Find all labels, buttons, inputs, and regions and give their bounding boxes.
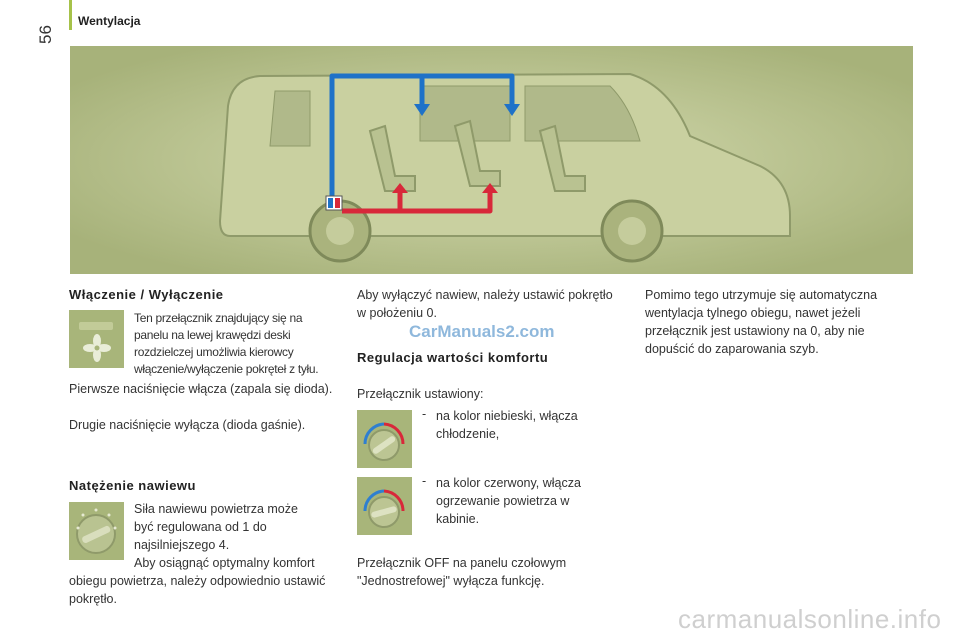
carmanuals-watermark: CarManuals2.com [409, 322, 555, 341]
second-press-text: Drugie naciśnięcie wyłącza (dioda gaśnie). [69, 418, 306, 432]
footer-watermark: carmanualsonline.info [678, 604, 942, 634]
onoff-note-line4: włączenie/wyłączenie pokręteł z tyłu. [134, 362, 319, 376]
flow-text-continued: obiegu powietrza, należy odpowiednio ustawić pokrętło. [69, 574, 326, 606]
blue-text-line2: chłodzenie, [436, 427, 500, 441]
heading-on-off: Włączenie / Wyłączenie [69, 287, 224, 302]
page-number: 56 [36, 25, 55, 44]
fan-switch-image [69, 310, 124, 368]
red-setting-dial-image [357, 477, 412, 535]
flow-text-line3: najsilniejszego 4. [134, 538, 230, 552]
red-text-line2: ogrzewanie powietrza w [436, 494, 570, 508]
off-switch-text: Przełącznik OFF na panelu czołowym "Jednostrefowej" wyłącza funkcję. [357, 556, 567, 588]
red-text-line3: kabinie. [436, 512, 480, 526]
heading-comfort: Regulacja wartości komfortu [357, 350, 549, 365]
flow-dial-image [69, 502, 124, 560]
flow-text-line2: być regulowana od 1 do [134, 520, 267, 534]
van-ventilation-illustration [70, 46, 913, 274]
switch-set-text: Przełącznik ustawiony: [357, 387, 484, 401]
bullet-dash-blue: - [422, 407, 427, 421]
onoff-note-line3: rozdzielczej umożliwia kierowcy [134, 345, 294, 359]
blue-text-line1: na kolor niebieski, włącza [436, 409, 578, 423]
bullet-dash-red: - [422, 474, 427, 488]
flow-text-line4: Aby osiągnąć optymalny komfort [134, 556, 315, 570]
onoff-note-line1: Ten przełącznik znajdujący się na [134, 311, 303, 325]
first-press-text: Pierwsze naciśnięcie włącza (zapala się dioda). [69, 382, 333, 396]
automatic-ventilation-text: Pomimo tego utrzymuje się automatyczna wentylacja tylnego obiegu, nawet jeżeli przełącznik jest ustawiony na 0, aby nie dopuścić do zaparowania szyb. [645, 288, 878, 356]
blue-setting-dial-image [357, 410, 412, 468]
off-text: Aby wyłączyć nawiew, należy ustawić pokrętło w położeniu 0. [357, 288, 613, 320]
red-text-line1: na kolor czerwony, włącza [436, 476, 581, 490]
heading-air-flow: Natężenie nawiewu [69, 478, 196, 493]
onoff-note-line2: panelu na lewej krawędzi deski [134, 328, 291, 342]
section-title: Wentylacja [78, 14, 141, 28]
flow-text-line1: Siła nawiewu powietrza może [134, 502, 298, 516]
section-accent-bar [69, 0, 72, 30]
